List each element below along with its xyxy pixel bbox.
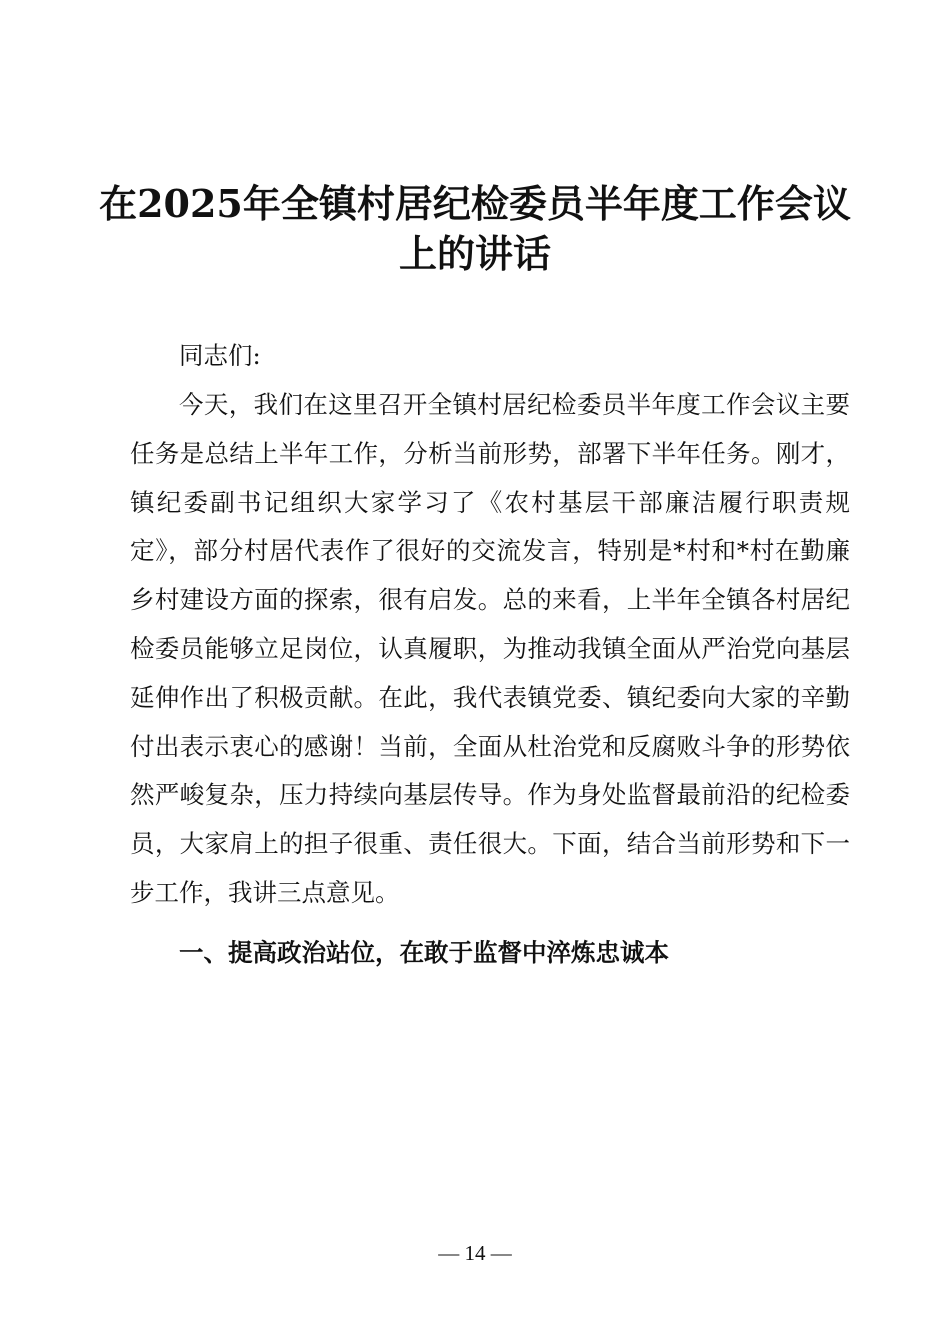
salutation: 同志们: [179,341,261,370]
document-title-line-1: 在2025年全镇村居纪检委员半年度工作会议 [99,181,851,226]
page-number: — 14 — [438,1241,512,1265]
body-paragraph: 今天，我们在这里召开全镇村居纪检委员半年度工作会议主要任务是总结上半年工作，分析当前形势，部署下半年任务。刚才，镇纪委副书记组织大家学习了《农村基层干部廉洁履行职责规定》，部分村居代表作了很好的交流发言，特别是*村和*村在勤廉乡村建设方面的探索，很有启发。总的来看，上半年全镇各村居纪检委员能够立足岗位，认真履职，为推动我镇全面从严治党向基层延伸作出了积极贡献。在此，我代表镇党委、镇纪委向大家的辛勤付出表示衷心的感谢！当前，全面从杜治党和反腐败斗争的形势依然严峻复杂，压力持续向基层传导。作为身处监督最前沿的纪检委员，大家肩上的担子很重、责任很大。下面，结合当前形势和下一步工作，我讲三点意见。 [130,390,850,907]
document-title-line-2: 上的讲话 [398,231,551,276]
section-heading: 一、提高政治站位，在敢于监督中淬炼忠诚本 [179,938,669,967]
